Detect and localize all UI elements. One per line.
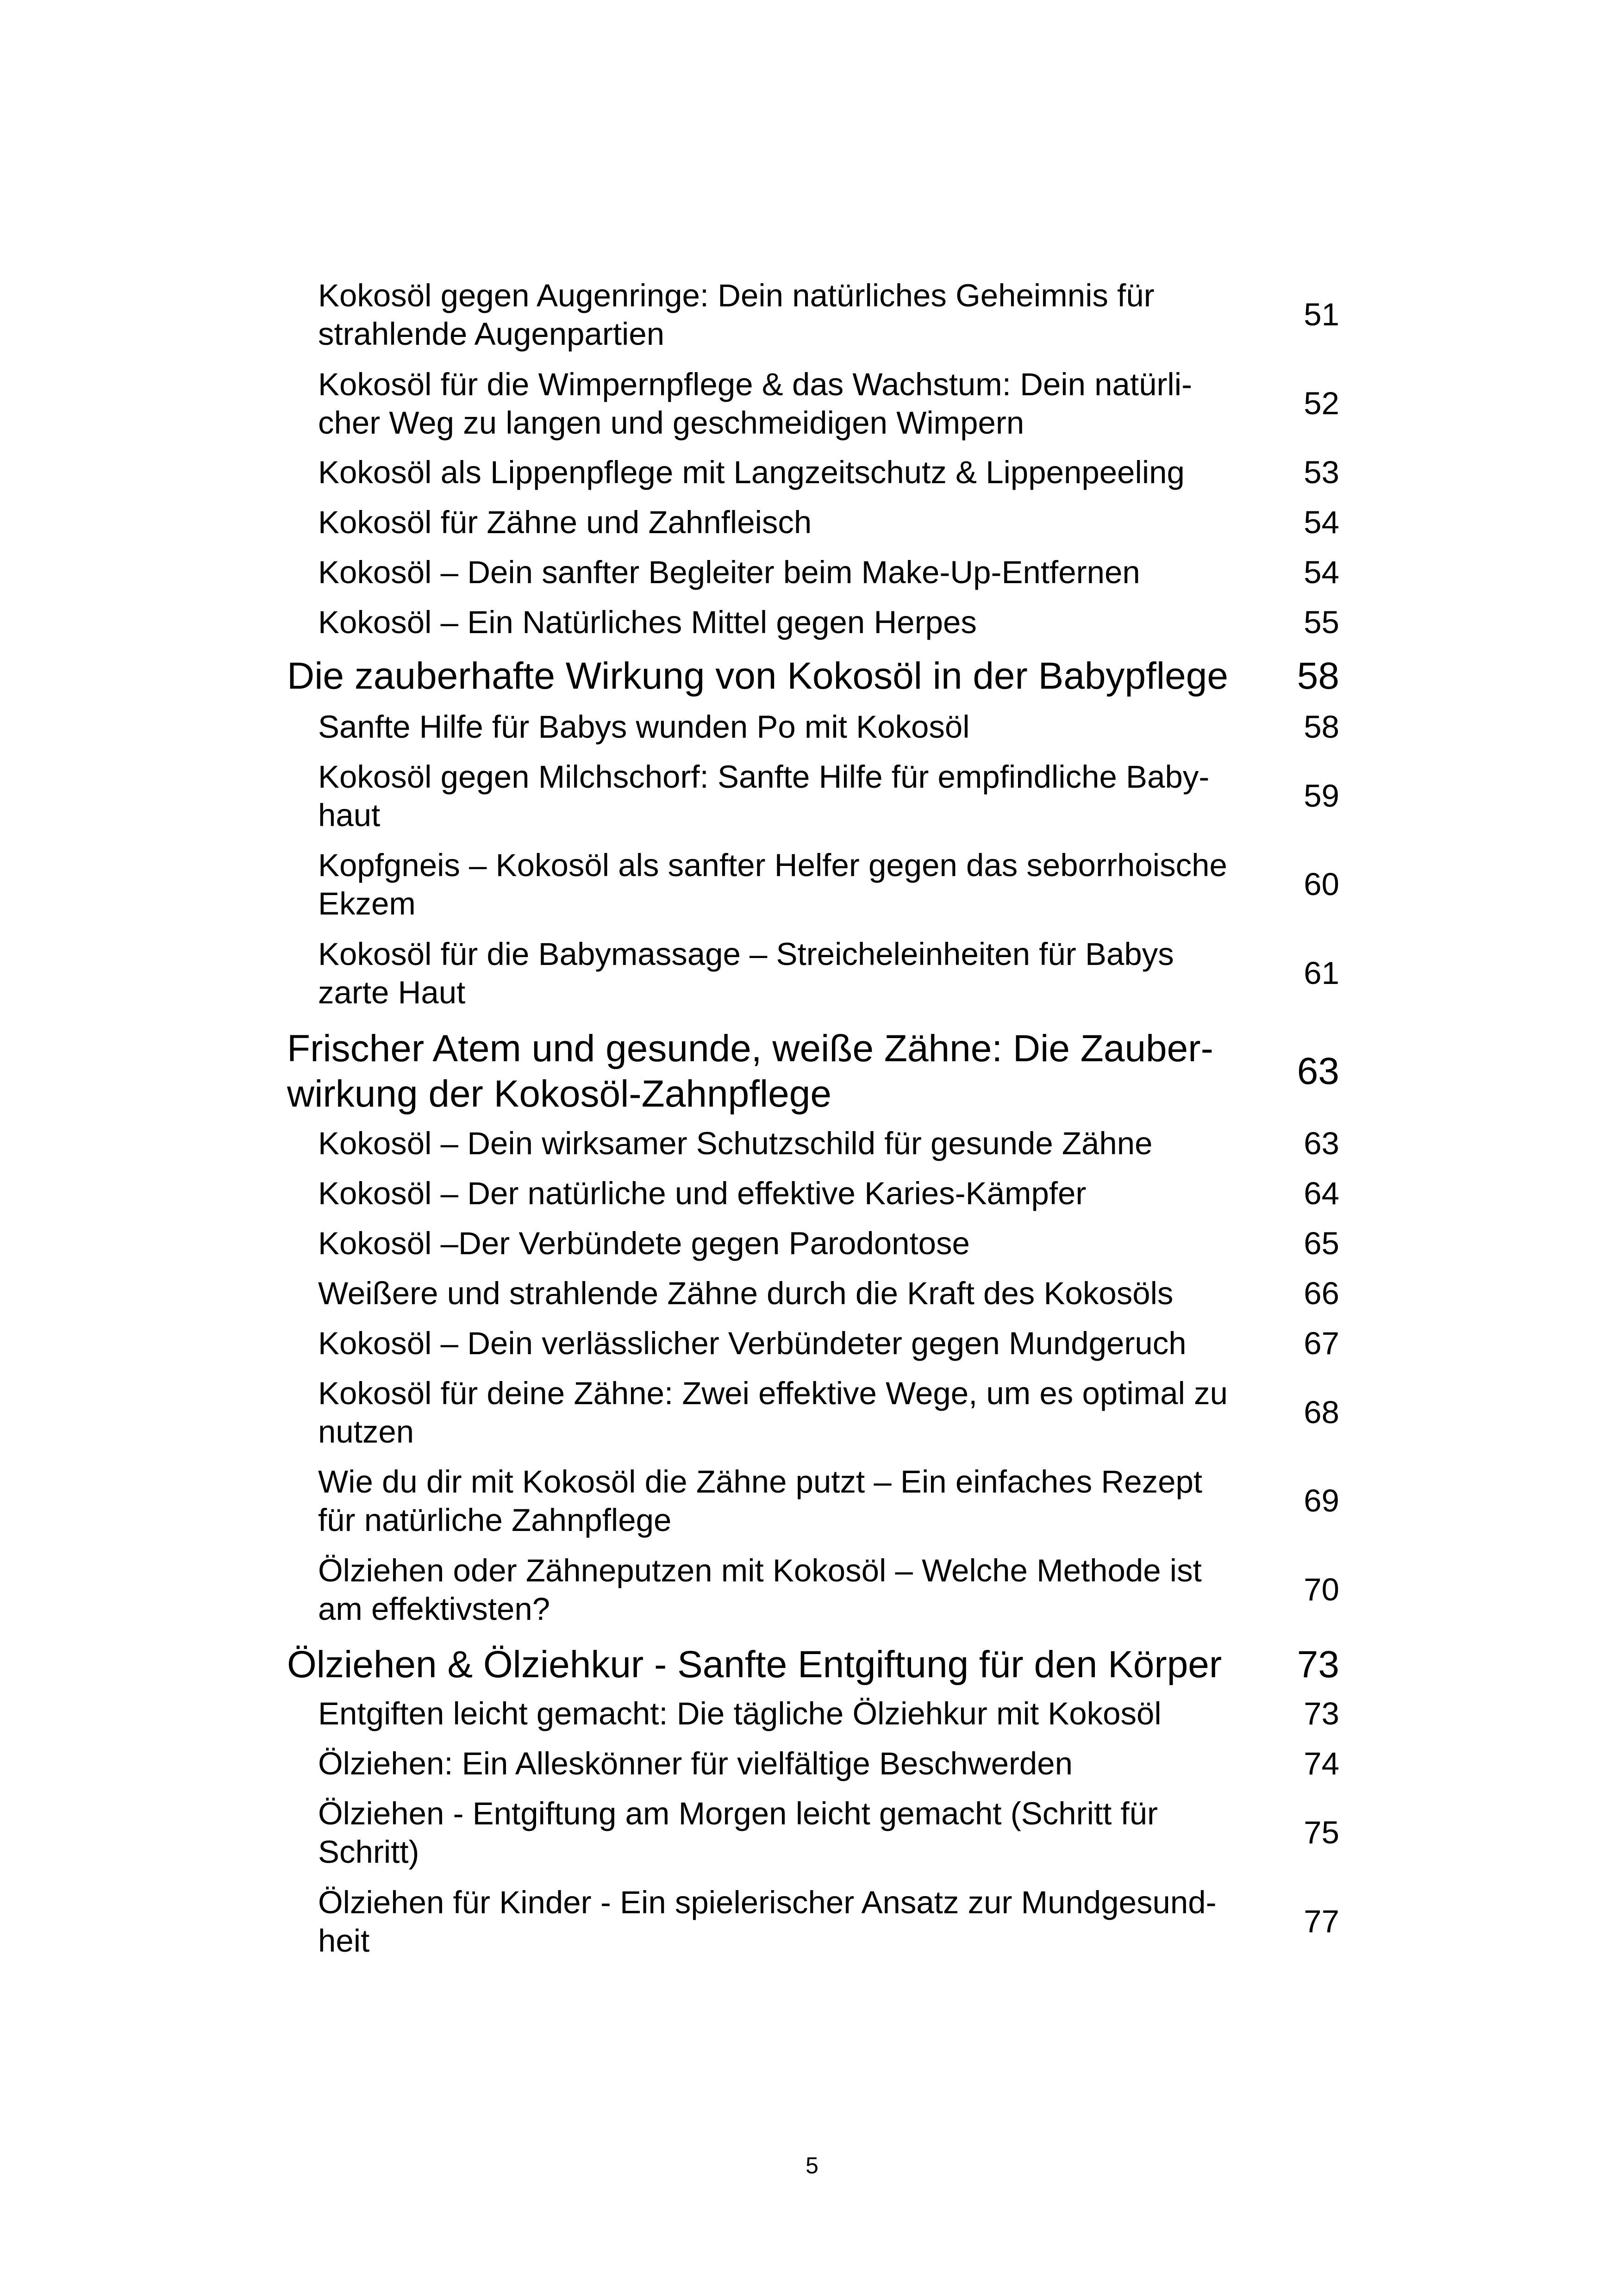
toc-entry-page: 75 (1304, 1815, 1339, 1851)
toc-entry-title: Ölziehen: Ein Alleskönner für vielfältige Beschwerden (318, 1746, 1073, 1781)
toc-entry-page: 74 (1304, 1746, 1339, 1781)
toc-entry-page: 54 (1304, 554, 1339, 590)
toc-entry-page: 58 (1297, 655, 1339, 697)
toc-entry-page: 58 (1304, 709, 1339, 745)
toc-entry-title: Kokosöl gegen Augenringe: Dein natürliches Geheimnis für strahlende Augenpartien (318, 278, 1155, 352)
toc-entry-page: 53 (1304, 454, 1339, 490)
toc-entry-title: Ölziehen & Ölziehkur - Sanfte Entgiftung für den Körper (287, 1643, 1222, 1686)
toc-entry-title: Kokosöl – Dein sanfter Begleiter beim Make-Up-Entfernen (318, 554, 1140, 590)
toc-entry-title: Kokosöl für die Wimpernpflege & das Wachstum: Dein natürli- cher Weg zu langen und geschmeidigen Wimpern (318, 367, 1193, 441)
toc-entry-title: Die zauberhafte Wirkung von Kokosöl in der Babypflege (287, 655, 1228, 697)
toc-entry-title: Kokosöl als Lippenpflege mit Langzeitschutz & Lippenpeeling (318, 454, 1185, 490)
toc-entry-title: Entgiften leicht gemacht: Die tägliche Ölziehkur mit Kokosöl (318, 1696, 1162, 1731)
toc-entry-title: Kokosöl für deine Zähne: Zwei effektive Wege, um es optimal zu nutzen (318, 1375, 1228, 1450)
toc-entry-page: 54 (1304, 504, 1339, 540)
toc-entry-page: 66 (1304, 1276, 1339, 1311)
toc-entry-page: 73 (1297, 1643, 1339, 1686)
toc-entry-page: 69 (1304, 1483, 1339, 1519)
toc-entry-page: 52 (1304, 386, 1339, 422)
toc-entry-title: Kokosöl – Ein Natürliches Mittel gegen Herpes (318, 604, 977, 640)
toc-entry-page: 55 (1304, 604, 1339, 640)
toc-entry-page: 77 (1304, 1904, 1339, 1940)
toc-entry-title: Kokosöl – Dein verlässlicher Verbündeter gegen Mundgeruch (318, 1325, 1187, 1361)
toc-entry-title: Ölziehen für Kinder - Ein spielerischer Ansatz zur Mundgesund- heit (318, 1885, 1217, 1959)
toc-entry-title: Kokosöl –Der Verbündete gegen Parodontose (318, 1226, 970, 1261)
toc-entry-title: Kokosöl – Dein wirksamer Schutzschild für gesunde Zähne (318, 1126, 1153, 1161)
toc-entry-title: Ölziehen - Entgiftung am Morgen leicht gemacht (Schritt für Schritt) (318, 1796, 1158, 1870)
toc-entry-page: 67 (1304, 1325, 1339, 1361)
toc-entry-title: Ölziehen oder Zähneputzen mit Kokosöl – Welche Methode ist am effektivsten? (318, 1553, 1202, 1627)
toc-entry-title: Frischer Atem und gesunde, weiße Zähne: Die Zauber- wirkung der Kokosöl-Zahnpflege (287, 1027, 1213, 1115)
toc-entry-page: 70 (1304, 1572, 1339, 1608)
toc-entry-page: 61 (1304, 955, 1339, 991)
toc-entry-title: Wie du dir mit Kokosöl die Zähne putzt – Ein einfaches Rezept für natürliche Zahnpflege (318, 1464, 1202, 1538)
toc-entry-page: 59 (1304, 778, 1339, 814)
toc-entry-title: Sanfte Hilfe für Babys wunden Po mit Kokosöl (318, 709, 970, 745)
page-number: 5 (806, 2153, 818, 2178)
toc-entry-page: 68 (1304, 1394, 1339, 1431)
toc-entry-title: Weißere und strahlende Zähne durch die Kraft des Kokosöls (318, 1276, 1174, 1311)
toc-entry-title: Kokosöl für die Babymassage – Streicheleinheiten für Babys zarte Haut (318, 936, 1174, 1010)
toc-entry-page: 73 (1304, 1696, 1339, 1731)
toc-entry-title: Kokosöl gegen Milchschorf: Sanfte Hilfe für empfindliche Baby- haut (318, 759, 1210, 833)
toc-entry-page: 60 (1304, 866, 1339, 902)
toc-entry-page: 65 (1304, 1226, 1339, 1261)
toc-entry-page: 64 (1304, 1176, 1339, 1211)
toc-entry-title: Kokosöl für Zähne und Zahnfleisch (318, 504, 812, 540)
toc-entry-page: 63 (1304, 1126, 1339, 1161)
toc-entry-page: 51 (1304, 297, 1339, 333)
toc-entry-page: 63 (1297, 1050, 1339, 1093)
toc-entry-title: Kokosöl – Der natürliche und effektive Karies-Kämpfer (318, 1176, 1087, 1211)
toc-entry-title: Kopfgneis – Kokosöl als sanfter Helfer gegen das seborrhoische Ekzem (318, 847, 1227, 921)
